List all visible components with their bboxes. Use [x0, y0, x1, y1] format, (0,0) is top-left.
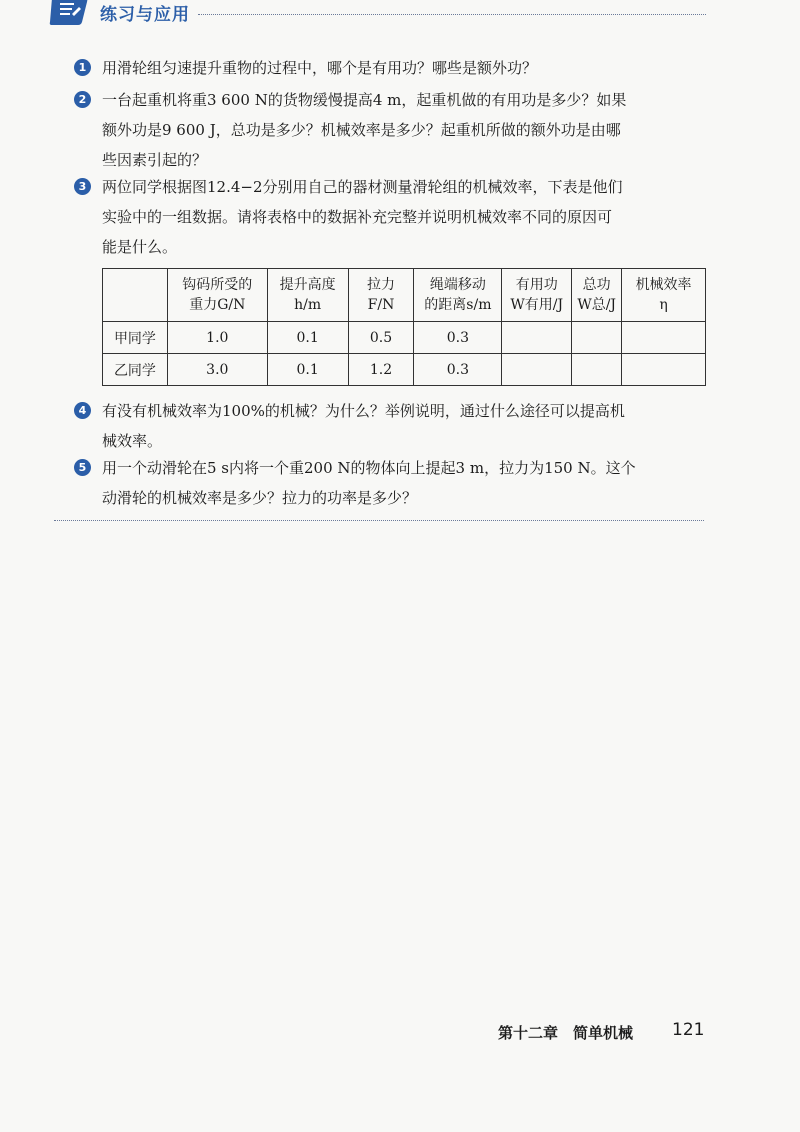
table-cell	[622, 354, 706, 386]
question-line: 一台起重机将重3 600 N的货物缓慢提高4 m，起重机做的有用功是多少？如果	[102, 91, 627, 109]
data-table	[102, 268, 706, 386]
exercise-logo-icon	[48, 0, 90, 26]
table-header: 有用功 W有用/J	[502, 269, 572, 322]
question-line: 两位同学根据图12.4−2分别用自己的器材测量滑轮组的机械效率，下表是他们	[102, 178, 623, 196]
question-text	[102, 172, 702, 262]
question-text	[102, 453, 702, 513]
table-header: 绳端移动 的距离s/m	[414, 269, 502, 322]
table-cell: 0.3	[414, 354, 502, 386]
section-header	[48, 0, 708, 26]
table-header: 总功 W总/J	[572, 269, 622, 322]
footer-divider	[54, 520, 704, 521]
table-cell: 1.0	[167, 322, 267, 354]
header-divider	[198, 14, 706, 15]
question-line: 用一个动滑轮在5 s内将一个重200 N的物体向上提起3 m，拉力为150 N。这个	[102, 459, 636, 477]
table-header: 拉力 F/N	[348, 269, 414, 322]
question-line: 实验中的一组数据。请将表格中的数据补充完整并说明机械效率不同的原因可	[102, 208, 613, 226]
question-line: 能是什么。	[102, 238, 178, 256]
table-cell	[572, 322, 622, 354]
table-cell	[572, 354, 622, 386]
table-cell: 0.3	[414, 322, 502, 354]
table-header: 提升高度 h/m	[267, 269, 348, 322]
question-text	[102, 53, 702, 83]
table-header: 钩码所受的 重力G/N	[167, 269, 267, 322]
table-cell	[502, 354, 572, 386]
table-cell: 0.5	[348, 322, 414, 354]
table-row	[103, 354, 706, 386]
table-header	[103, 269, 168, 322]
section-title: 练习与应用	[100, 5, 190, 25]
question-number: 1	[74, 59, 91, 76]
question-number: 5	[74, 459, 91, 476]
question-number: 4	[74, 402, 91, 419]
table-header-row	[103, 269, 706, 322]
table-cell: 0.1	[267, 322, 348, 354]
table-cell: 3.0	[167, 354, 267, 386]
table-cell: 甲同学	[103, 322, 168, 354]
table-cell: 0.1	[267, 354, 348, 386]
question-text	[102, 85, 702, 175]
table-cell: 乙同学	[103, 354, 168, 386]
question-number: 2	[74, 91, 91, 108]
question-line: 额外功是9 600 J，总功是多少？机械效率是多少？起重机所做的额外功是由哪	[102, 121, 621, 139]
table-cell: 1.2	[348, 354, 414, 386]
question-line: 动滑轮的机械效率是多少？拉力的功率是多少？	[102, 489, 418, 507]
question-number: 3	[74, 178, 91, 195]
question-line: 用滑轮组匀速提升重物的过程中，哪个是有用功？哪些是额外功？	[102, 59, 538, 77]
question-line: 械效率。	[102, 432, 163, 450]
table-cell	[622, 322, 706, 354]
table-row	[103, 322, 706, 354]
page-number: 121	[672, 1020, 705, 1040]
chapter-title: 第十二章 简单机械	[498, 1024, 634, 1042]
question-line: 有没有机械效率为100%的机械？为什么？举例说明，通过什么途径可以提高机	[102, 402, 625, 420]
table-header: 机械效率 η	[622, 269, 706, 322]
question-text	[102, 396, 702, 456]
table-cell	[502, 322, 572, 354]
question-line: 些因素引起的？	[102, 151, 208, 169]
